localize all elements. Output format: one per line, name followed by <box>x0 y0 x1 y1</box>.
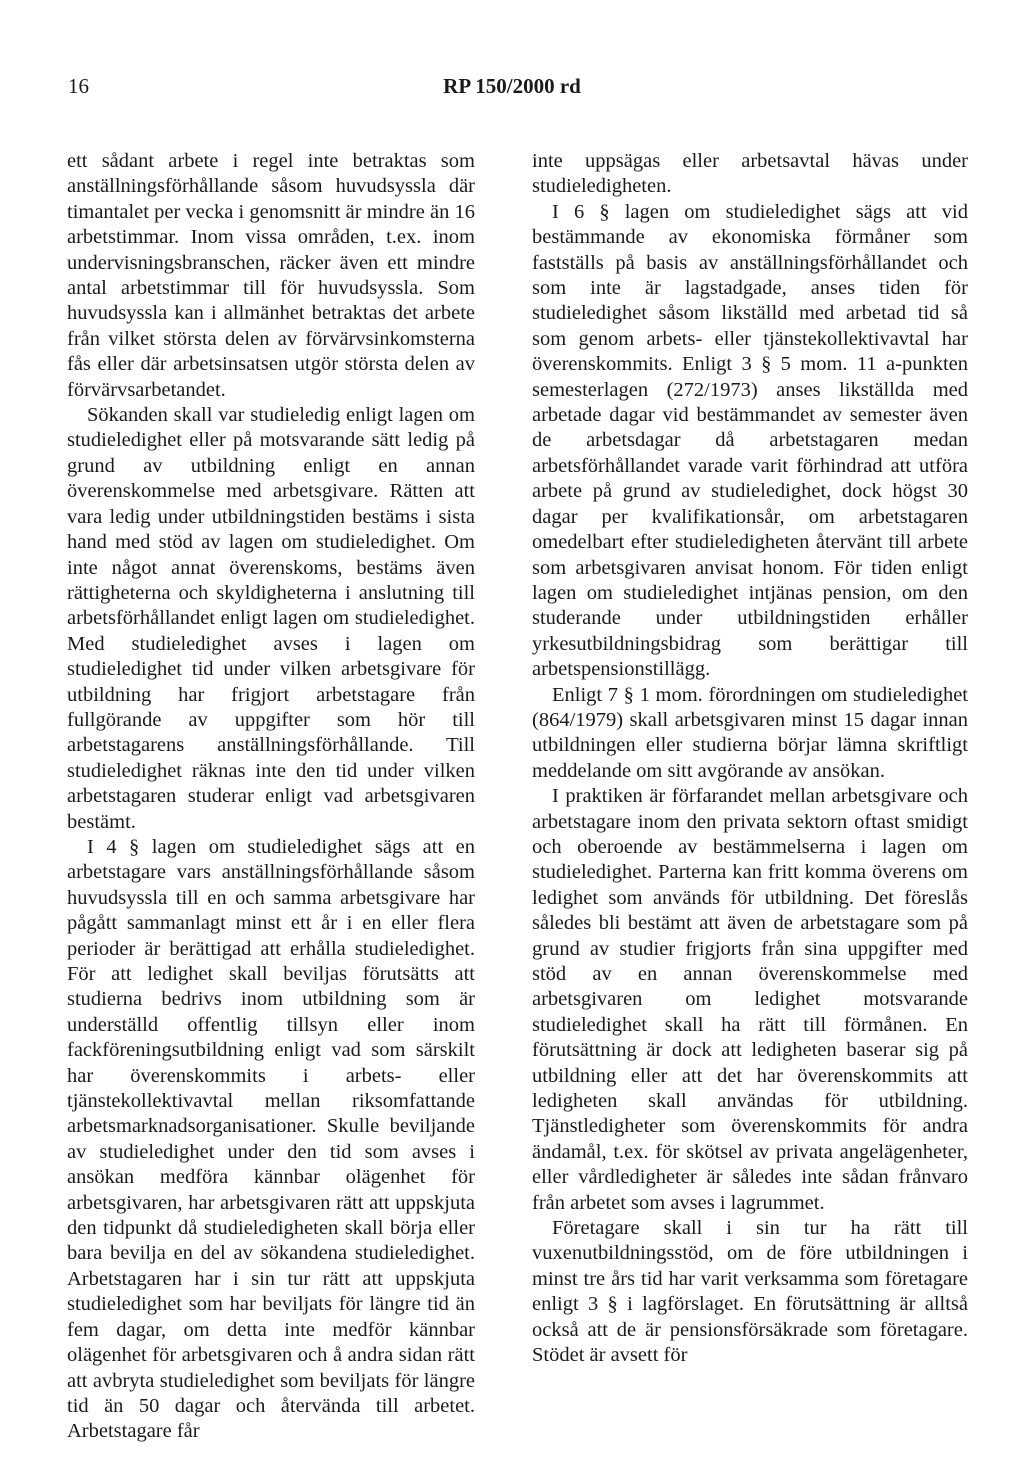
document-id: RP 150/2000 rd <box>443 74 581 98</box>
right-paragraph-4: I praktiken är förfarandet mellan arbetsgivare och arbetstagare inom den privata sektorn oftast smidigt och oberoende av bestämmelserna i lagen om studieledighet. Parterna kan fritt komma överens om ledighet som används för utbildning. Det föreslås således bli bestämt att även de arbetstagare som på grund av studier frigjorts från sina uppgifter med stöd av en annan överenskommelse med arbetsgivaren om ledighet motsvarande studieledighet skall ha rätt till förmånen. En förutsättning är dock att ledigheten baserar sig på utbildning eller att det har överenskommits att ledigheten skall användas för utbildning. Tjänstledigheter som överenskommits för andra ändamål, t.ex. för skötsel av privata angelägenheter, eller vårdledigheter är således inte sådan frånvaro från arbetet som avses i lagrummet. <box>532 785 968 1214</box>
left-paragraph-3: I 4 § lagen om studieledighet sägs att en arbetstagare vars anställningsförhållande såsom huvudsyssla till en och samma arbetsgivare har pågått sammanlagt minst ett år i en eller flera perioder är berättigad att erhålla studieledighet. För att ledighet skall beviljas förutsätts att studierna bedrivs inom utbildning som är underställd offentlig tillsyn eller inom fackföreningsutbildning enligt vad som särskilt har överenskommits i arbets- eller tjänstekollektivavtal mellan riksomfattande arbetsmarknadsorganisationer. Skulle beviljande av studieledighet under den tid som avses i ansökan medföra kännbar olägenhet för arbetsgivaren, har arbetsgivaren rätt att uppskjuta den tidpunkt då studieledigheten skall börja eller bara bevilja en del av sökandena studieledighet. Arbetstagaren har i sin tur rätt att uppskjuta studieledighet som har beviljats för längre tid än fem dagar, om detta inte medför kännbar olägenhet för arbetsgivaren och å andra sidan rätt att avbryta studieledighet som beviljats för längre tid än 50 dagar och återvända till arbetet. Arbetstagare får <box>67 835 475 1443</box>
page-number: 16 <box>68 74 89 98</box>
left-paragraph-1: ett sådant arbete i regel inte betraktas som anställningsförhållande såsom huvudsyssla där timantalet per vecka i genomsnitt är mindre än 16 arbetstimmar. Inom vissa områden, t.ex. inom undervisningsbranschen, räcker även ett mindre antal arbetstimmar till för huvudsyssla. Som huvudsyssla kan i allmänhet betraktas det arbete från vilket största delen av förvärvsinkomsterna fås eller där arbetsinsatsen utgör största delen av förvärvsarbetandet. <box>67 150 475 401</box>
left-column <box>67 149 475 1445</box>
right-paragraph-1: inte uppsägas eller arbetsavtal hävas under studieledigheten. <box>532 150 968 198</box>
right-paragraph-2: I 6 § lagen om studieledighet sägs att vid bestämmande av ekonomiska förmåner som fastställs på basis av anställningsförhållandet och som inte är lagstadgade, anses tiden för studieledighet såsom likställd med arbetad tid så som genom arbets- eller tjänstekollektivavtal har överenskommits. Enligt 3 § 5 mom. 11 a-punkten semesterlagen (272/1973) anses likställda med arbetade dagar vid bestämmandet av semester även de arbetsdagar då arbetstagaren medan arbetsförhållandet varade varit förhindrad att utföra arbete på grund av studieledighet, dock högst 30 dagar per kvalifikationsår, om arbetstagaren omedelbart efter studieledigheten återvänt till arbete som arbetsgivaren anvisat honom. För tiden enligt lagen om studieledighet intjänas pension, om den studerande under utbildningstiden erhåller yrkesutbildningsbidrag som berättigar till arbetspensionstillägg. <box>532 200 968 681</box>
left-paragraph-2: Sökanden skall var studieledig enligt lagen om studieledighet eller på motsvarande sätt ledig på grund av utbildning enligt en annan överenskommelse med arbetsgivare. Rätten att vara ledig under utbildningstiden bestäms i sista hand med stöd av lagen om studieledighet. Om inte något annat överenskoms, bestäms även rättigheterna och skyldigheterna i anslutning till arbetsförhållandet enligt lagen om studieledighet. Med studieledighet avses i lagen om studieledighet tid under vilken arbetsgivare för utbildning har frigjort arbetstagare från fullgörande av uppgifter som hör till arbetstagarens anställningsförhållande. Till studieledighet räknas inte den tid under vilken arbetstagaren studerar enligt vad arbetsgivaren bestämt. <box>67 404 475 833</box>
right-column <box>532 149 968 1369</box>
right-paragraph-5: Företagare skall i sin tur ha rätt till vuxenutbildningsstöd, om de före utbildningen i minst tre års tid har varit verksamma som företagare enligt 3 § i lagförslaget. En förutsättning är alltså också att de är pensionsförsäkrade som företagare. Stödet är avsett för <box>532 1217 968 1367</box>
right-paragraph-3: Enligt 7 § 1 mom. förordningen om studieledighet (864/1979) skall arbetsgivaren minst 15 dagar innan utbildningen eller studierna börjar lämna skriftligt meddelande om sitt avgörande av ansökan. <box>532 683 968 782</box>
